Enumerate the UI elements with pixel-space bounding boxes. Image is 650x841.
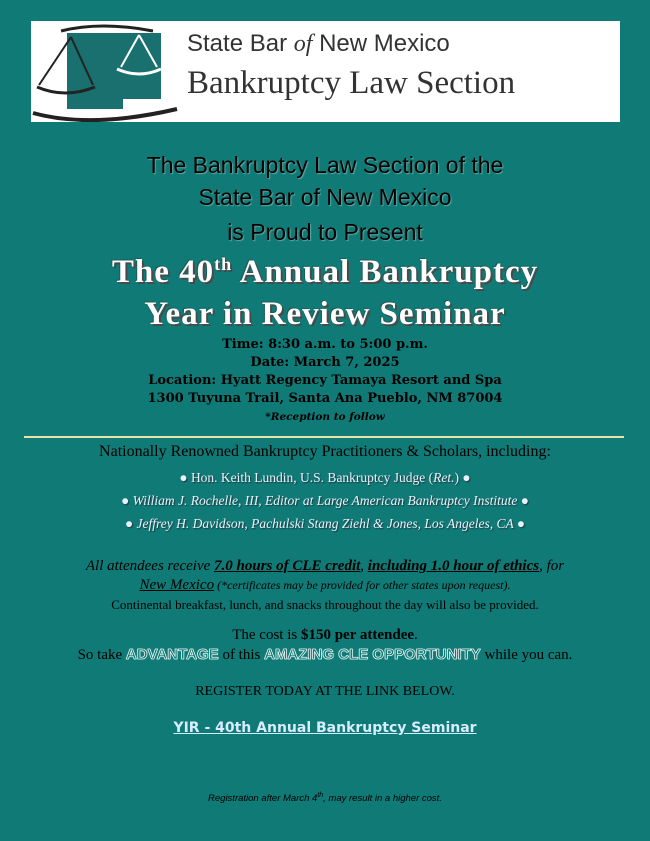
intro-line-3: is Proud to Present <box>227 219 423 245</box>
intro-line-2: State Bar of New Mexico <box>198 184 452 210</box>
speakers-intro: Nationally Renowned Bankruptcy Practitioners & Scholars, including: <box>99 443 551 460</box>
seminar-headline-line-1: The 40th Annual Bankruptcy <box>111 254 539 290</box>
advantage-emphasis: ADVANTAGE <box>125 646 219 663</box>
scales-of-justice-new-mexico-logo <box>31 21 181 122</box>
speaker-item-rochelle: ● William J. Rochelle, III, Editor at Large American Bankruptcy Institute ● <box>121 493 529 508</box>
late-registration-note: Registration after March 4th, may result in a higher cost. <box>208 792 442 805</box>
registration-link[interactable]: YIR - 40th Annual Bankruptcy Seminar <box>173 720 477 736</box>
cle-credit-info: All attendees receive 7.0 hours of CLE credit, including 1.0 hour of ethics, for New Mexico (*certificates may be provided for other states upon request). Continental breakfast, lunch, and snacks throughout the day will also be provided. <box>85 558 565 612</box>
cost-info: The cost is $150 per attendee. So take ADVANTAGE of this AMAZING CLE OPPORTUNITY while you can. <box>77 627 573 663</box>
speaker-item-davidson: ● Jeffrey H. Davidson, Pachulski Stang Ziehl & Jones, Los Angeles, CA ● <box>124 516 525 531</box>
divider <box>24 436 624 438</box>
header-banner <box>31 21 620 122</box>
opportunity-emphasis: AMAZING CLE OPPORTUNITY <box>264 646 481 663</box>
intro-line-1: The Bankruptcy Law Section of the <box>146 152 504 178</box>
event-date: Date: March 7, 2025 <box>250 355 400 370</box>
reception-note: *Reception to follow <box>265 411 385 423</box>
banner-title-section: Bankruptcy Law Section <box>187 65 516 101</box>
event-location: Location: Hyatt Regency Tamaya Resort and Spa <box>148 373 502 388</box>
banner-title-state-bar: State Bar of New Mexico <box>187 30 450 57</box>
seminar-headline-line-2: Year in Review Seminar <box>144 296 506 332</box>
event-time: Time: 8:30 a.m. to 5:00 p.m. <box>222 337 428 352</box>
register-call-to-action: REGISTER TODAY AT THE LINK BELOW. <box>195 684 455 699</box>
speaker-item-lundin: ● Hon. Keith Lundin, U.S. Bankruptcy Judge (Ret.) ● <box>179 470 471 485</box>
event-address: 1300 Tuyuna Trail, Santa Ana Pueblo, NM 87004 <box>147 391 503 406</box>
